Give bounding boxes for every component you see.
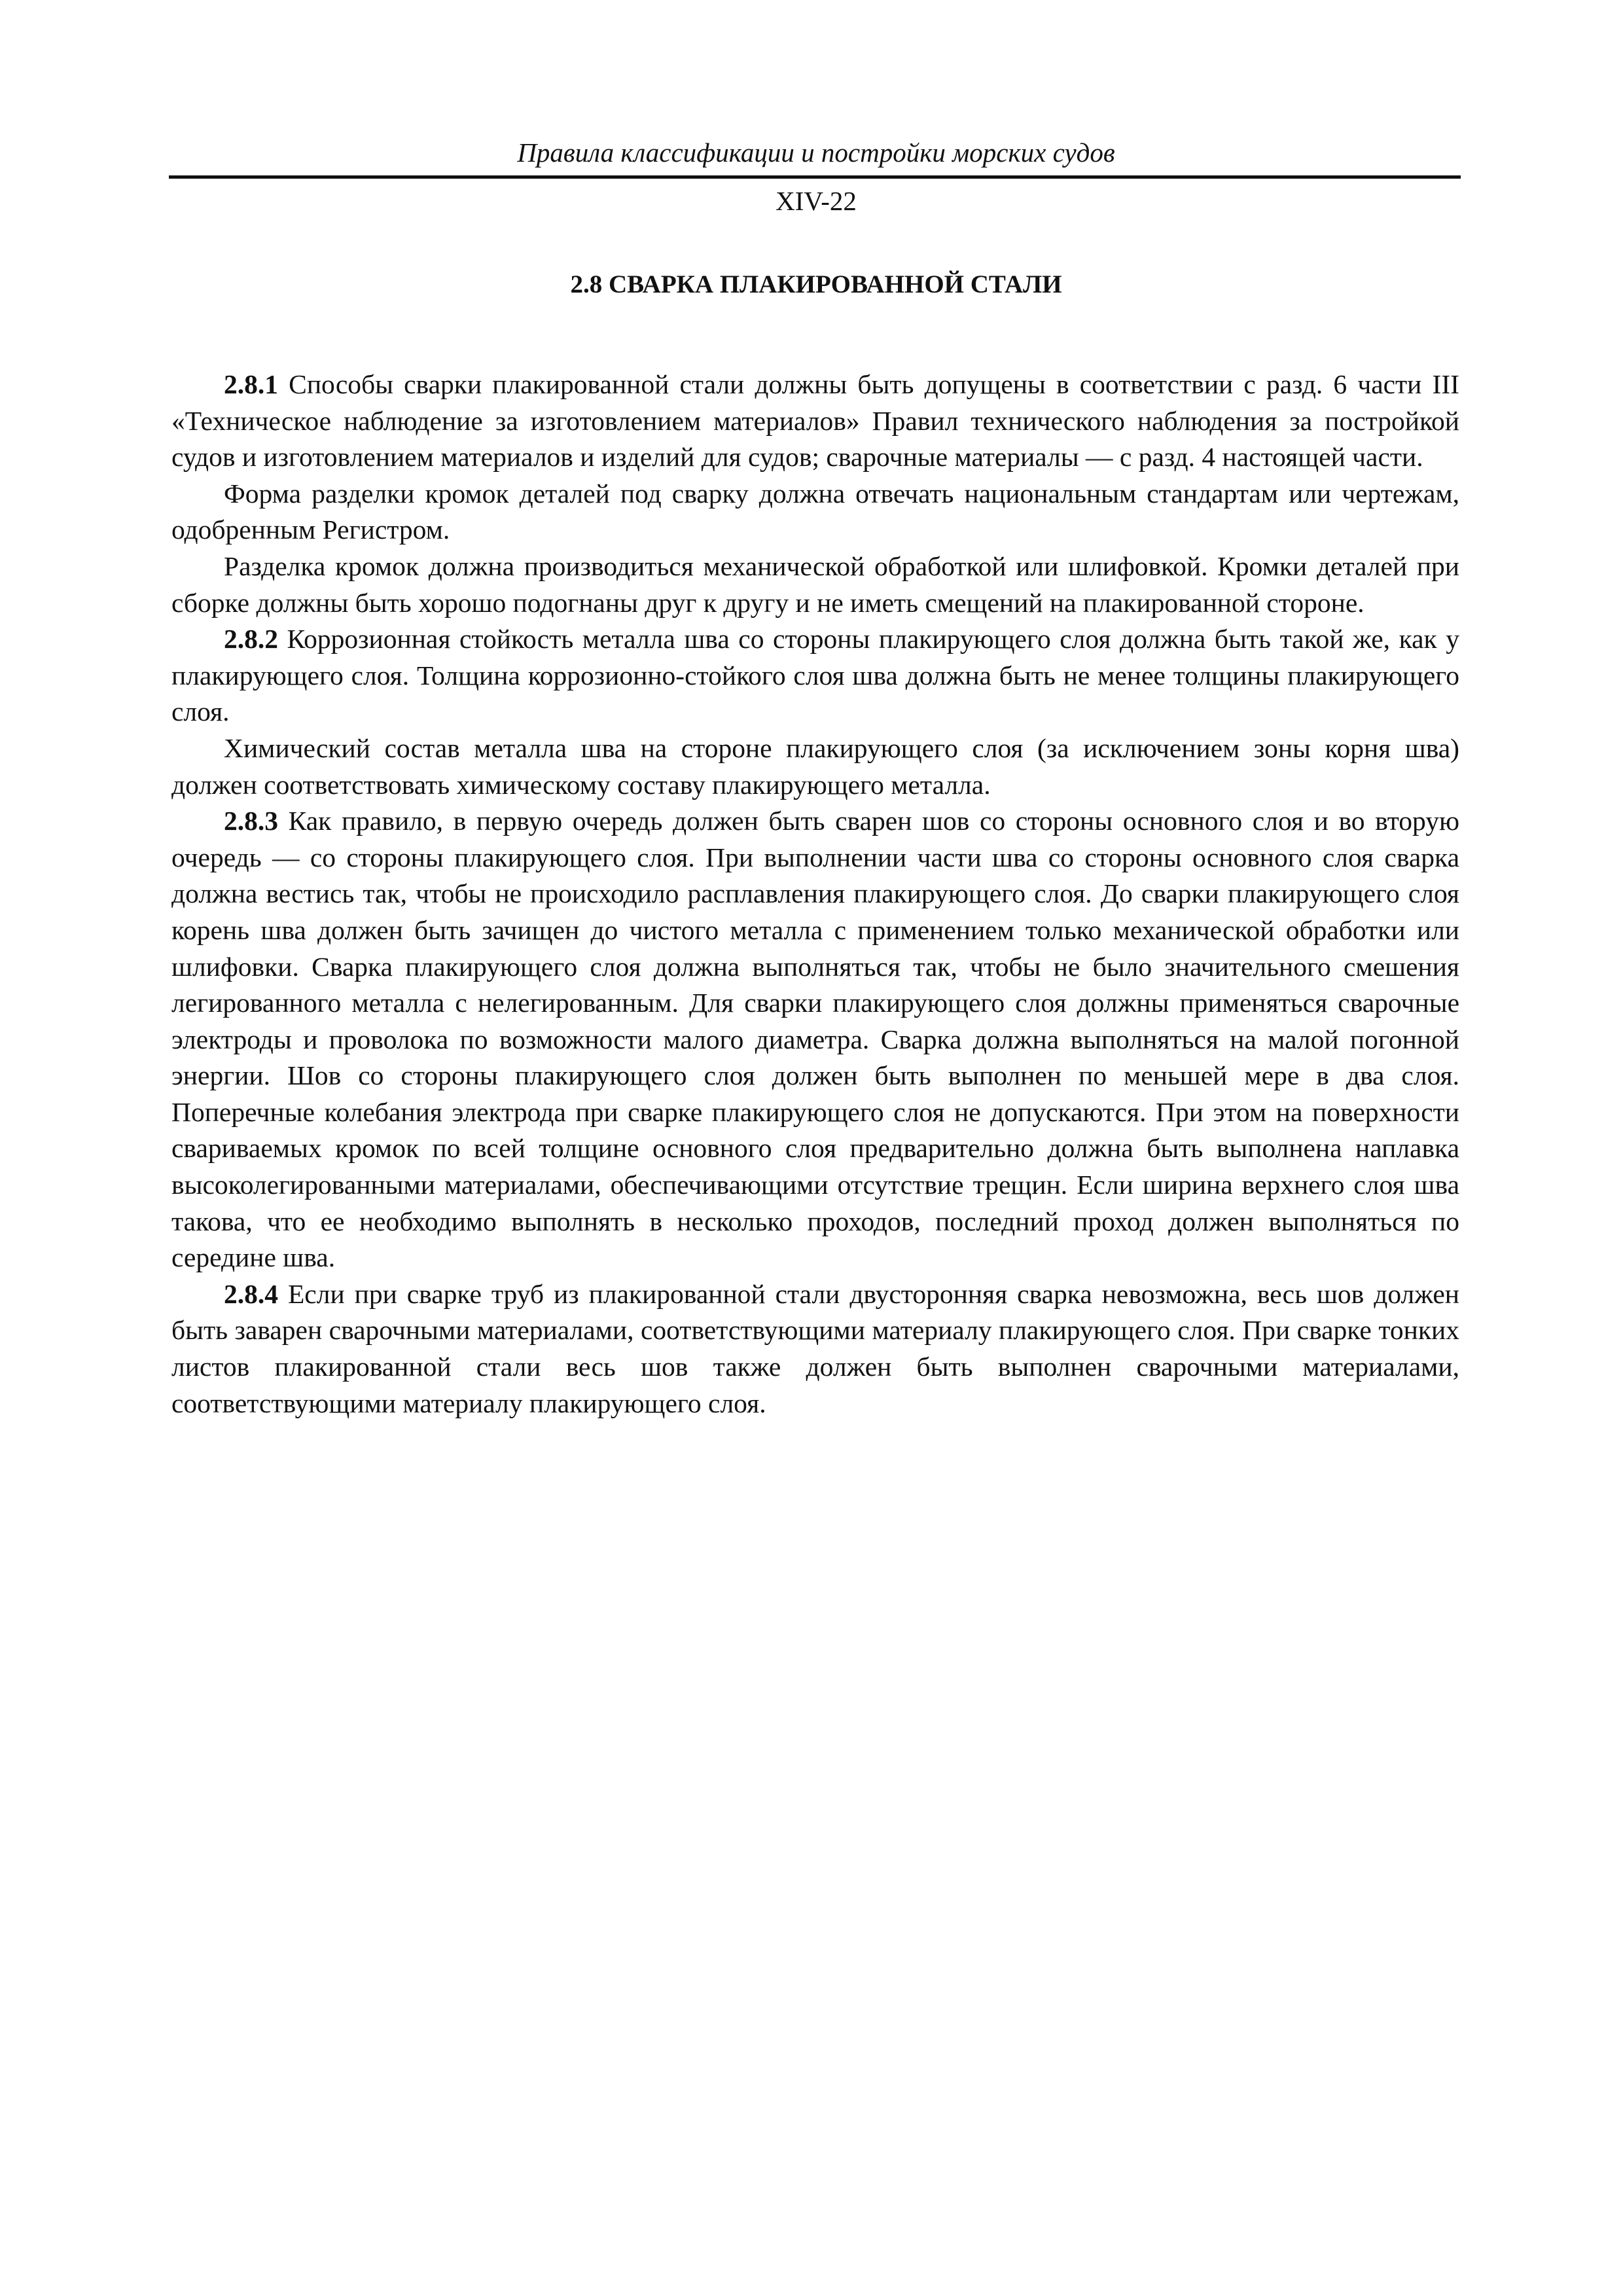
paragraph-text: Химический состав металла шва на стороне плакирующего слоя (за исключением зоны корня шва) должен соответствовать химическому составу плакирующего металла. [171, 732, 1459, 800]
paragraph-text: Форма разделки кромок деталей под сварку должна отвечать национальным стандартам или чертежам, одобренным Регистром. [171, 478, 1459, 545]
section-heading: 2.8 СВАРКА ПЛАКИРОВАННОЙ СТАЛИ [570, 270, 1062, 298]
paragraph-text: Если при сварке труб из плакированной стали двусторонняя сварка невозможна, весь шов должен быть заварен сварочными материалами, соответствующими материалу плакирующего слоя. При сварке тонких листов плакированной стали весь шов также должен быть выполнен сварочными материалами, соответствующими материалу плакирующего слоя. [171, 1278, 1459, 1418]
running-header: Правила классификации и постройки морских судов [517, 137, 1115, 168]
paragraph-text: Разделка кромок должна производиться механической обработкой или шлифовкой. Кромки деталей при сборке должны быть хорошо подогнаны друг к другу и не иметь смещений на плакированной стороне. [171, 550, 1459, 618]
paragraph-edge-preparation [171, 476, 1459, 548]
paragraph-text: Коррозионная стойкость металла шва со стороны плакирующего слоя должна быть такой же, как у плакирующего слоя. Толщина коррозионно-стойкого слоя шва должна быть не менее толщины плакирующего слоя. [171, 624, 1459, 727]
paragraph-2-8-3 [171, 803, 1459, 1276]
paragraph-chemical-composition [171, 730, 1459, 803]
clause-number: 2.8.4 [224, 1278, 278, 1309]
paragraph-2-8-4 [171, 1276, 1459, 1422]
paragraph-text: Как правило, в первую очередь должен быть сварен шов со стороны основного слоя и во вторую очередь — со стороны плакирующего слоя. При выполнении части шва со стороны основного слоя сварка должна вестись так, чтобы не происходило расплавления плакирующего слоя. До сварки плакирующего слоя корень шва должен быть зачищен до чистого металла с применением только механической обработки или шлифовки. Сварка плакирующего слоя должна выполняться так, чтобы не было значительного смешения легированного металла с нелегированным. Для сварки плакирующего слоя должны применяться сварочные электроды и проволока по возможности малого диаметра. Сварка должна выполняться на малой погонной энергии. Шов со стороны плакирующего слоя должен быть выполнен по меньшей мере в два слоя. Поперечные колебания электрода при сварке плакирующего слоя не допускаются. При этом на поверхности свариваемых кромок по всей толщине основного слоя предварительно должна быть выполнена наплавка высоколегированными материалами, обеспечивающими отсутствие трещин. Если ширина верхнего слоя шва такова, что ее необходимо выполнять в несколько проходов, последний проход должен выполняться по середине шва. [171, 806, 1459, 1273]
header-rule [169, 175, 1461, 179]
body-text [171, 367, 1459, 1422]
paragraph-edge-machining [171, 548, 1459, 621]
paragraph-2-8-2 [171, 621, 1459, 730]
clause-number: 2.8.3 [224, 806, 278, 836]
page-number: XIV-22 [776, 186, 857, 216]
clause-number: 2.8.1 [224, 369, 278, 399]
paragraph-text: Способы сварки плакированной стали должны быть допущены в соответствии с разд. 6 части III «Техническое наблюдение за изготовлением материалов» Правил технического наблюдения за постройкой судов и изготовлением материалов и изделий для судов; сварочные материалы — с разд. 4 настоящей части. [171, 369, 1459, 473]
paragraph-2-8-1 [171, 367, 1459, 476]
clause-number: 2.8.2 [224, 624, 278, 655]
